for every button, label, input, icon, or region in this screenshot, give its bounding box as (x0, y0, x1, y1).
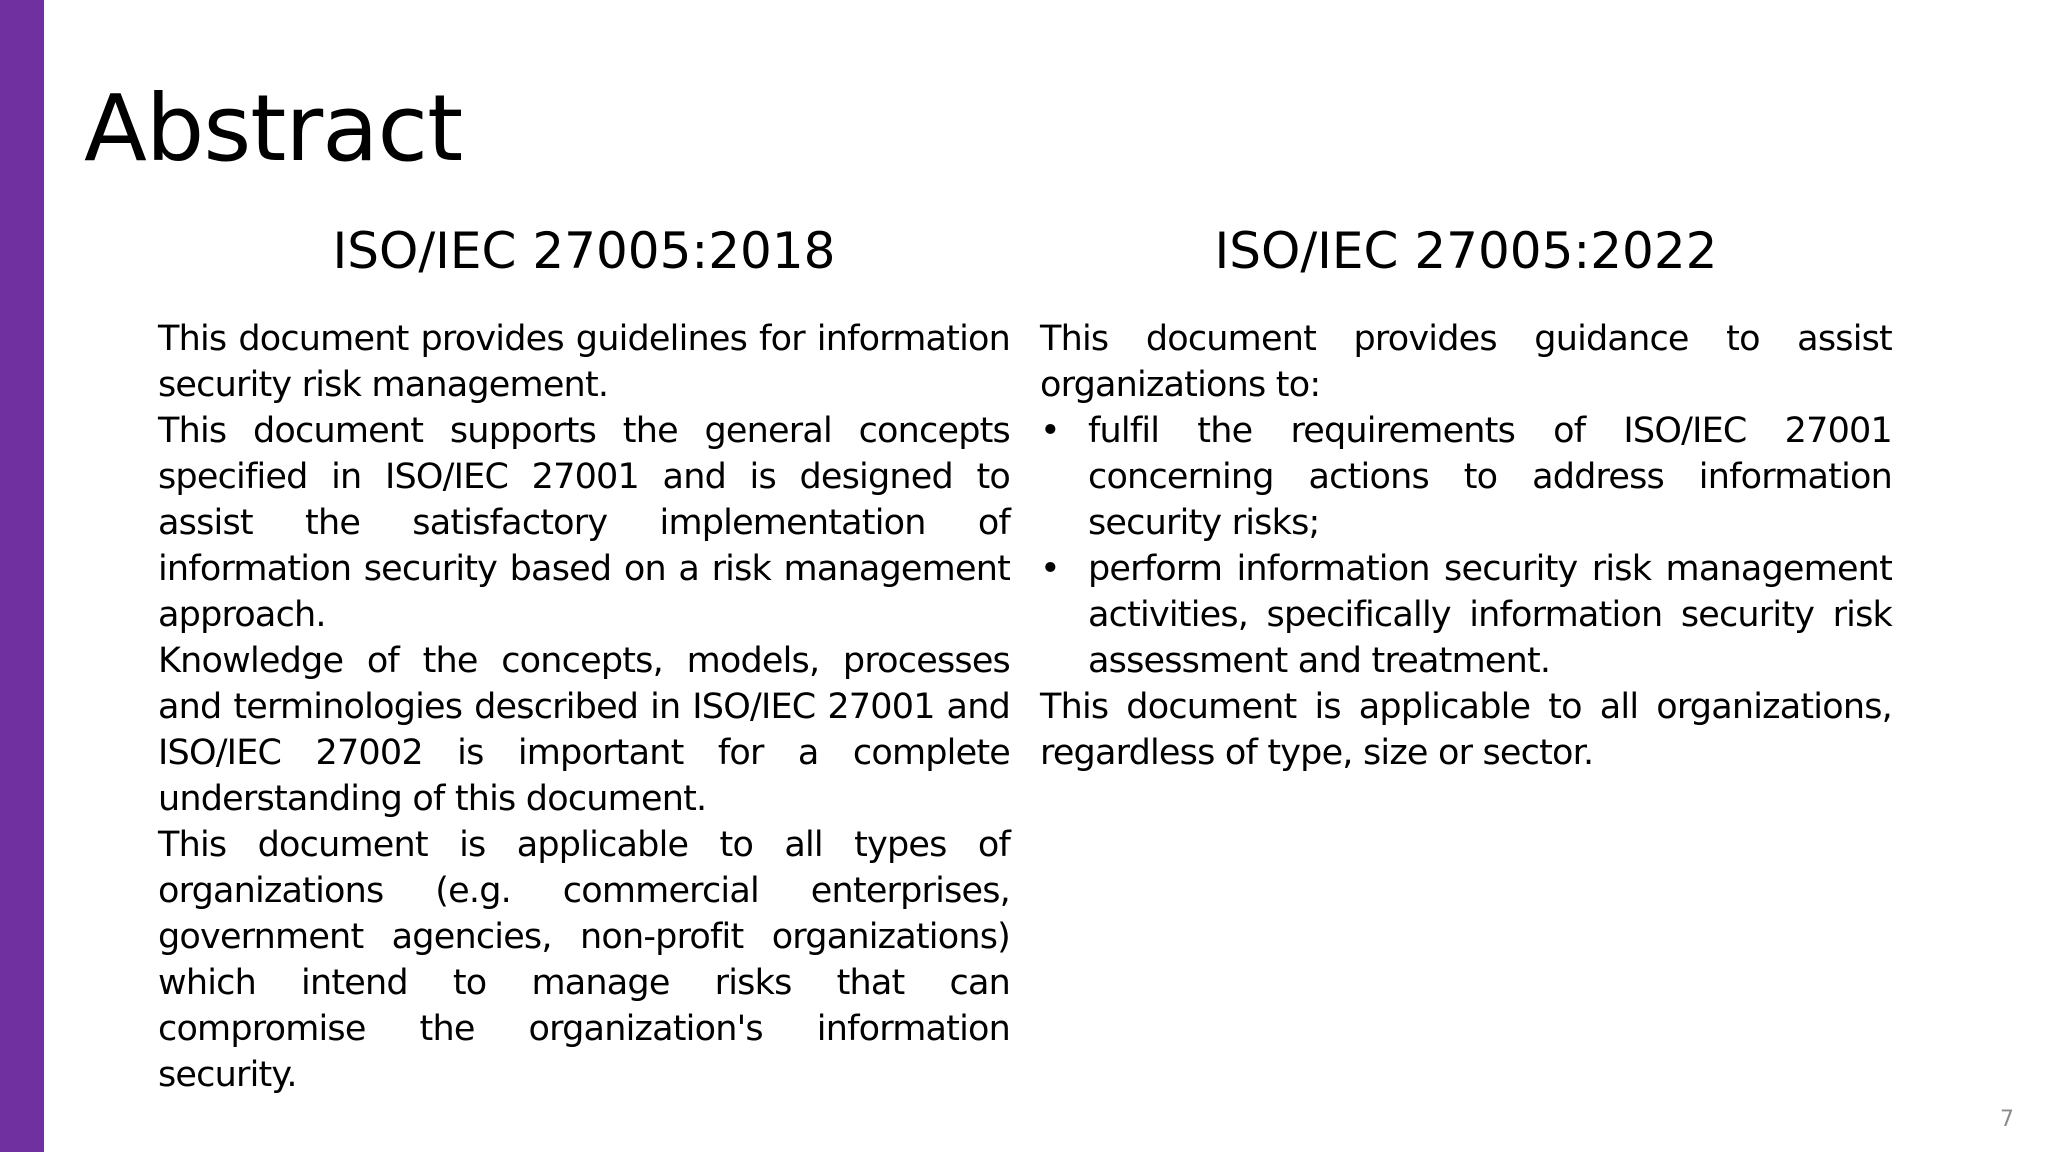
slide-title: Abstract (84, 75, 463, 182)
accent-bar (0, 0, 44, 1152)
bullet-item (1040, 408, 1892, 546)
bullet-list-2022 (1040, 408, 1892, 684)
paragraph-2018-3: Knowledge of the concepts, models, processes and terminologies described in ISO/IEC 27001 and ISO/IEC 27002 is important for a complete understanding of this document. (158, 641, 1010, 819)
column-heading-2018: ISO/IEC 27005:2018 (332, 222, 836, 280)
bullet-text: fulfil the requirements of ISO/IEC 27001 concerning actions to address information security risks; (1088, 411, 1892, 543)
paragraph-2018-2: This document supports the general concepts specified in ISO/IEC 27001 and is designed to assist the satisfactory implementation of information security based on a risk management approach. (158, 411, 1010, 635)
paragraph-2022-intro: This document provides guidance to assist organizations to: (1040, 319, 1892, 405)
bullet-item (1040, 546, 1892, 684)
bullet-text: perform information security risk management activities, specifically information security risk assessment and treatment. (1088, 549, 1892, 681)
paragraph-2022-closing: This document is applicable to all organizations, regardless of type, size or sector. (1040, 687, 1892, 773)
bullet-icon: • (1040, 549, 1060, 589)
column-iso-27005-2018 (158, 216, 1010, 1098)
column-heading-2022: ISO/IEC 27005:2022 (1214, 222, 1718, 280)
column-iso-27005-2022 (1040, 216, 1892, 776)
paragraph-2018-4: This document is applicable to all types of organizations (e.g. commercial enterprises, government agencies, non-profit organizations) which intend to manage risks that can compromise the organization's information security. (158, 825, 1010, 1095)
paragraph-2018-1: This document provides guidelines for information security risk management. (158, 319, 1010, 405)
bullet-icon: • (1040, 411, 1060, 451)
page-number: 7 (2000, 1107, 2014, 1132)
